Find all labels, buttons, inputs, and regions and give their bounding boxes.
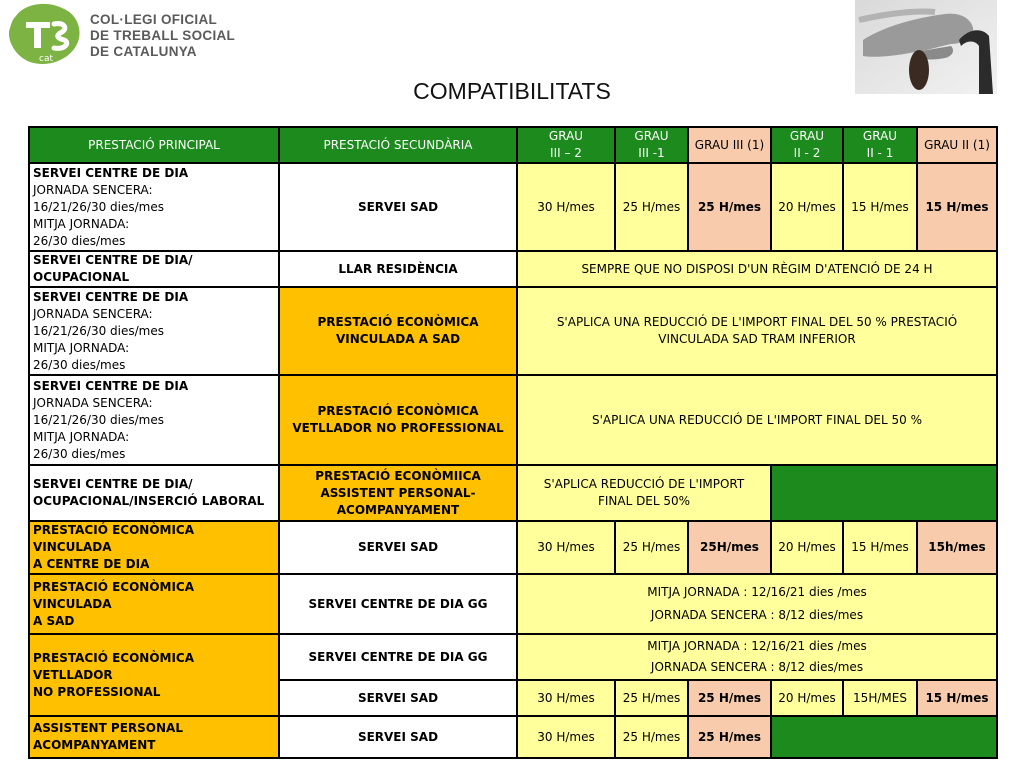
cell-line: MITJA JORNADA: — [33, 340, 130, 355]
value-cell: 20 H/mes — [771, 680, 843, 716]
secundaria-cell: SERVEI CENTRE DE DIA GG — [279, 574, 517, 634]
svg-text:cat: cat — [39, 54, 53, 64]
value-cell: 25 H/mes — [615, 680, 688, 716]
cell-line: VINCULADA A SAD — [335, 332, 461, 346]
value-cell: 25 H/mes — [688, 163, 771, 251]
cell-line: 16/21/26/30 dies/mes — [33, 199, 164, 214]
cell-line: PRESTACIÓ ECONÒMICA — [317, 315, 479, 329]
value-cell: 25 H/mes — [615, 521, 688, 574]
cell-line: A SAD — [33, 613, 75, 628]
header-grau-iii-1-paren: GRAU III (1) — [688, 127, 771, 163]
note-cell — [517, 287, 997, 375]
cell-line: SERVEI CENTRE DE DIA/ — [33, 253, 193, 267]
value-cell: 15h/mes — [917, 521, 997, 574]
cell-line: PRESTACIÓ ECONÒMICA — [317, 404, 479, 418]
logo-text — [90, 12, 235, 60]
value-cell: 20 H/mes — [771, 521, 843, 574]
header-text: III – 2 — [550, 146, 582, 160]
cell-line: VETLLADOR NO PROFESSIONAL — [292, 421, 504, 435]
principal-cell — [29, 251, 279, 287]
cell-line: S'APLICA REDUCCIÓ DE L'IMPORT — [543, 477, 745, 491]
principal-cell — [29, 521, 279, 574]
header-text: II - 1 — [866, 146, 894, 160]
secundaria-cell: SERVEI SAD — [279, 716, 517, 758]
secundaria-cell: SERVEI SAD — [279, 163, 517, 251]
principal-cell — [29, 634, 279, 716]
cell-line: JORNADA SENCERA : 8/12 dies/mes — [650, 660, 864, 674]
page-title: COMPATIBILITATS — [413, 78, 611, 104]
cell-line: A CENTRE DE DIA — [33, 557, 150, 571]
table-header-row — [29, 127, 997, 163]
cell-line: JORNADA SENCERA: — [33, 182, 153, 197]
cell-line: ASSISTENT PERSONAL — [33, 721, 183, 735]
not-applicable-cell — [771, 465, 997, 521]
header-secundaria: PRESTACIÓ SECUNDÀRIA — [279, 127, 517, 163]
cell-line: JORNADA SENCERA : 8/12 dies/mes — [650, 608, 864, 622]
cell-line: S'APLICA UNA REDUCCIÓ DE L'IMPORT FINAL DEL 50 % PRESTACIÓ — [556, 315, 958, 329]
note-cell: S'APLICA UNA REDUCCIÓ DE L'IMPORT FINAL DEL 50 % — [517, 375, 997, 465]
value-cell: 25 H/mes — [688, 716, 771, 758]
cell-line: NO PROFESSIONAL — [33, 684, 161, 699]
logo-line-3: DE CATALUNYA — [90, 44, 197, 59]
secundaria-cell: SERVEI SAD — [279, 680, 517, 716]
table-row — [29, 163, 997, 251]
header-grau-iii-1 — [615, 127, 688, 163]
value-cell: 15 H/mes — [917, 680, 997, 716]
secundaria-cell: SERVEI CENTRE DE DIA GG — [279, 634, 517, 680]
logo-line-1: COL·LEGI OFICIAL — [90, 12, 218, 27]
value-cell: 15 H/mes — [843, 163, 917, 251]
cell-line: MITJA JORNADA: — [33, 216, 130, 231]
value-cell: 15 H/mes — [917, 163, 997, 251]
note-cell — [517, 574, 997, 634]
table-row — [29, 716, 997, 758]
header-text: GRAU — [548, 129, 584, 143]
cell-line: 26/30 dies/mes — [33, 446, 126, 461]
secundaria-cell — [279, 465, 517, 521]
table-row — [29, 375, 997, 465]
cell-line: JORNADA SENCERA: — [33, 306, 153, 321]
header-principal: PRESTACIÓ PRINCIPAL — [29, 127, 279, 163]
not-applicable-cell — [771, 716, 997, 758]
principal-cell — [29, 163, 279, 251]
cell-line: MITJA JORNADA : 12/16/21 dies /mes — [647, 585, 867, 599]
value-cell: 25H/mes — [688, 521, 771, 574]
cell-line: ACOMPANYAMENT — [33, 738, 156, 752]
ts-cat-logo-icon — [6, 2, 84, 68]
cell-line: PRESTACIÓ ECONÒMICA VETLLADOR — [33, 650, 195, 682]
compatibility-table — [28, 126, 998, 759]
secundaria-cell: LLAR RESIDÈNCIA — [279, 251, 517, 287]
value-cell: 30 H/mes — [517, 521, 615, 574]
principal-cell — [29, 716, 279, 758]
header-grau-iii-2 — [517, 127, 615, 163]
value-cell: 25 H/mes — [615, 716, 688, 758]
cell-line: SERVEI CENTRE DE DIA/ — [33, 477, 193, 491]
cell-line: OCUPACIONAL — [33, 270, 130, 284]
college-logo — [6, 2, 246, 72]
cell-line: VINCULADA SAD TRAM INFERIOR — [658, 332, 856, 346]
table-row — [29, 574, 997, 634]
header-grau-ii-1-paren: GRAU II (1) — [917, 127, 997, 163]
cell-line: 16/21/26/30 dies/mes — [33, 323, 164, 338]
cell-line: MITJA JORNADA: — [33, 429, 130, 444]
cell-line: FINAL DEL 50% — [597, 494, 691, 508]
table-row — [29, 634, 997, 680]
secundaria-cell: SERVEI SAD — [279, 521, 517, 574]
value-cell: 20 H/mes — [771, 163, 843, 251]
secundaria-cell — [279, 375, 517, 465]
cell-line: OCUPACIONAL/INSERCIÓ LABORAL — [33, 494, 265, 508]
value-cell: 30 H/mes — [517, 716, 615, 758]
value-cell: 30 H/mes — [517, 163, 615, 251]
note-cell — [517, 634, 997, 680]
table-row — [29, 521, 997, 574]
value-cell: 15 H/mes — [843, 521, 917, 574]
table-row — [29, 465, 997, 521]
cell-line: PRESTACIÓ ECONÒMICA VINCULADA — [33, 523, 195, 554]
cell-line: SERVEI CENTRE DE DIA — [33, 165, 189, 180]
value-cell: 15H/MES — [843, 680, 917, 716]
cell-line: PRESTACIÓ ECONÒMICA VINCULADA — [33, 579, 195, 611]
table-row — [29, 251, 997, 287]
header-text: GRAU — [862, 129, 898, 143]
principal-cell — [29, 287, 279, 375]
table-row — [29, 287, 997, 375]
cell-line: 26/30 dies/mes — [33, 357, 126, 372]
cell-line: JORNADA SENCERA: — [33, 395, 153, 410]
header-text: II - 2 — [793, 146, 821, 160]
cell-line: PRESTACIÓ ECONÒMIICA — [315, 468, 481, 483]
value-cell: 25 H/mes — [615, 163, 688, 251]
cell-line: ASSISTENT PERSONAL- — [320, 485, 476, 500]
value-cell: 25 H/mes — [688, 680, 771, 716]
value-cell: 30 H/mes — [517, 680, 615, 716]
cell-line: SERVEI CENTRE DE DIA — [33, 289, 189, 304]
header-text: III -1 — [638, 146, 665, 160]
cell-line: 26/30 dies/mes — [33, 233, 126, 248]
principal-cell — [29, 465, 279, 521]
secundaria-cell — [279, 287, 517, 375]
cell-line: 16/21/26/30 dies/mes — [33, 412, 164, 427]
cell-line: MITJA JORNADA : 12/16/21 dies /mes — [647, 639, 867, 653]
header-grau-ii-2 — [771, 127, 843, 163]
note-cell: SEMPRE QUE NO DISPOSI D'UN RÈGIM D'ATENCIÓ DE 24 H — [517, 251, 997, 287]
header-text: GRAU — [789, 129, 825, 143]
cell-line: SERVEI CENTRE DE DIA — [33, 378, 189, 393]
principal-cell — [29, 574, 279, 634]
header-text: GRAU — [634, 129, 669, 143]
logo-line-2: DE TREBALL SOCIAL — [90, 28, 236, 43]
header-grau-ii-1 — [843, 127, 917, 163]
principal-cell — [29, 375, 279, 465]
cell-line: ACOMPANYAMENT — [336, 502, 460, 517]
note-cell — [517, 465, 771, 521]
